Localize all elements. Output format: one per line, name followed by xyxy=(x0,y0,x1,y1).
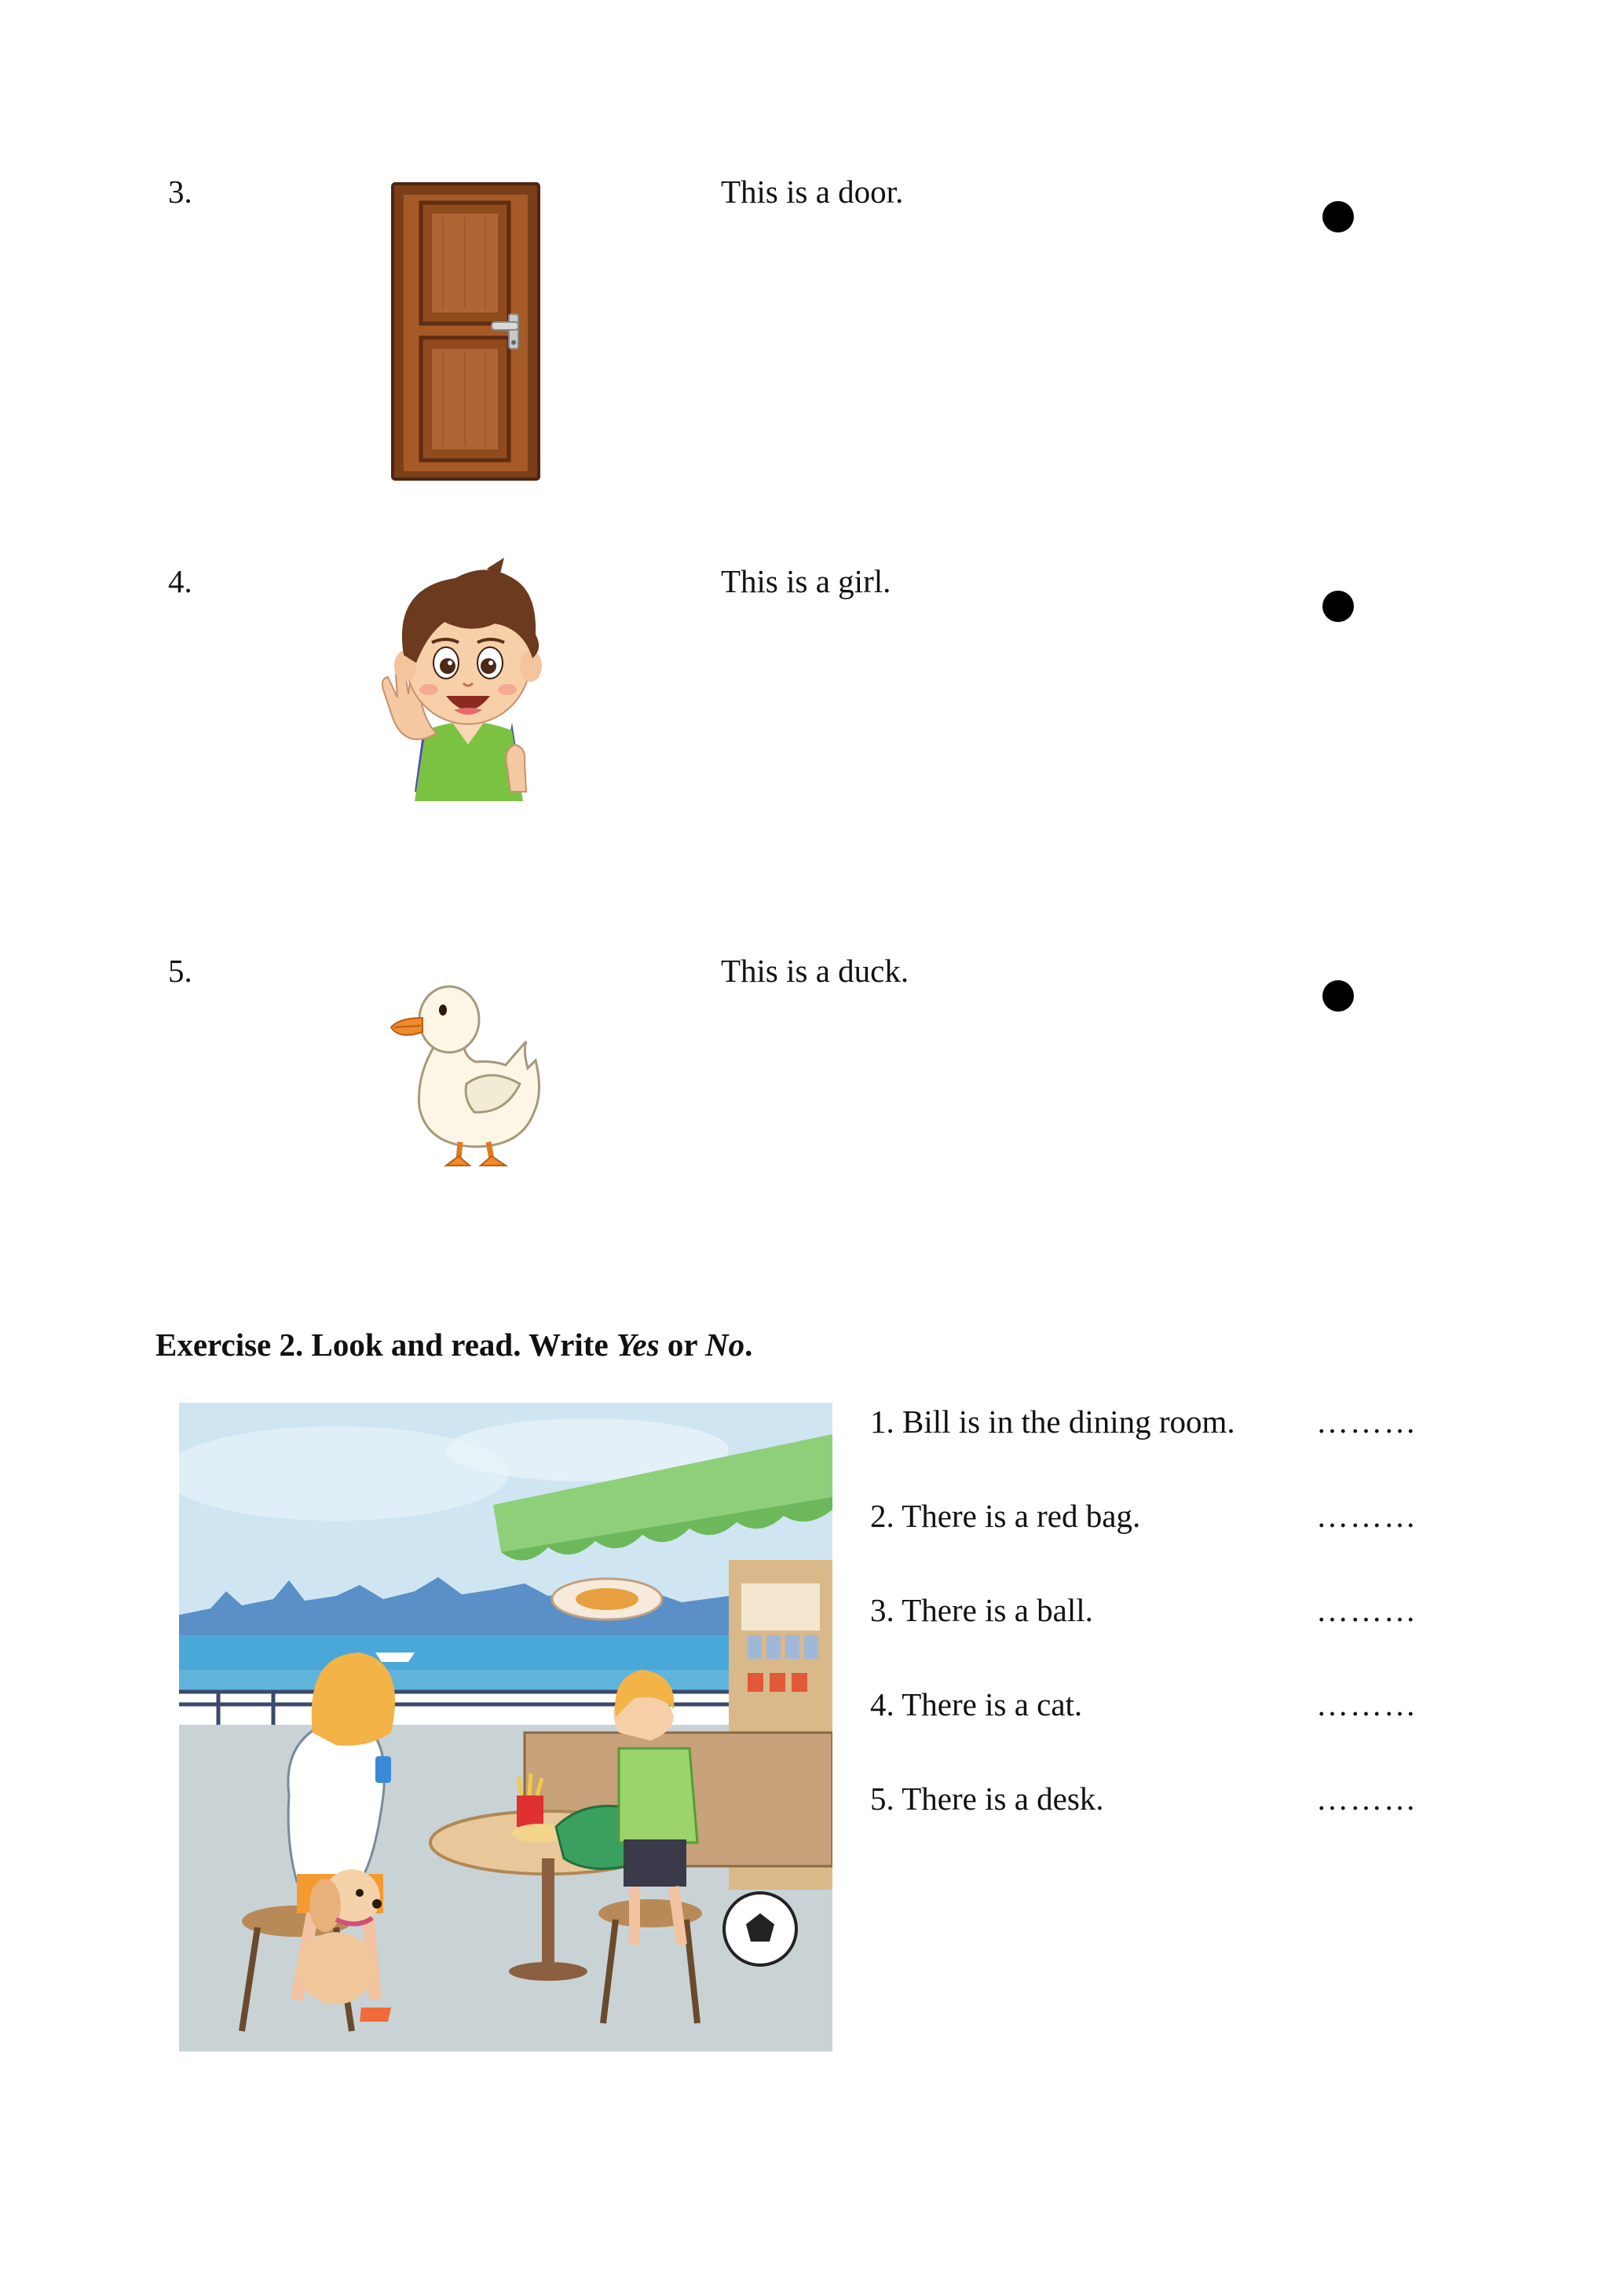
question: 4. There is a cat. xyxy=(870,1686,1083,1722)
heading-yes: Yes xyxy=(616,1327,660,1363)
heading-no: No xyxy=(705,1327,745,1363)
heading-or: or xyxy=(659,1327,706,1363)
match-dot[interactable] xyxy=(1322,201,1354,232)
answer-blank[interactable]: ……… xyxy=(1316,1781,1417,1817)
question: 1. Bill is in the dining room. xyxy=(870,1404,1235,1440)
match-dot[interactable] xyxy=(1322,591,1354,622)
row-number: 4. xyxy=(168,563,192,599)
row-number: 3. xyxy=(168,174,192,210)
heading-text: Exercise 2. Look and read. Write xyxy=(155,1327,616,1363)
question: 2. There is a red bag. xyxy=(870,1498,1141,1534)
cafe-scene-picture xyxy=(179,1403,832,2052)
answer-blank[interactable]: ……… xyxy=(1316,1592,1417,1628)
duck-icon xyxy=(388,974,553,1170)
row-sentence: This is a duck. xyxy=(721,953,909,989)
heading-end: . xyxy=(744,1327,753,1363)
row-sentence: This is a girl. xyxy=(721,563,891,599)
row-sentence: This is a door. xyxy=(721,174,904,210)
question: 3. There is a ball. xyxy=(870,1592,1093,1628)
row-number: 5. xyxy=(168,953,192,989)
door-icon xyxy=(391,182,540,481)
answer-blank[interactable]: ……… xyxy=(1316,1404,1417,1440)
answer-blank[interactable]: ……… xyxy=(1316,1686,1417,1722)
question: 5. There is a desk. xyxy=(870,1781,1104,1817)
answer-blank[interactable]: ……… xyxy=(1316,1498,1417,1534)
exercise-2-heading xyxy=(155,1326,752,1363)
match-dot[interactable] xyxy=(1322,980,1354,1012)
boy-icon xyxy=(369,556,565,801)
